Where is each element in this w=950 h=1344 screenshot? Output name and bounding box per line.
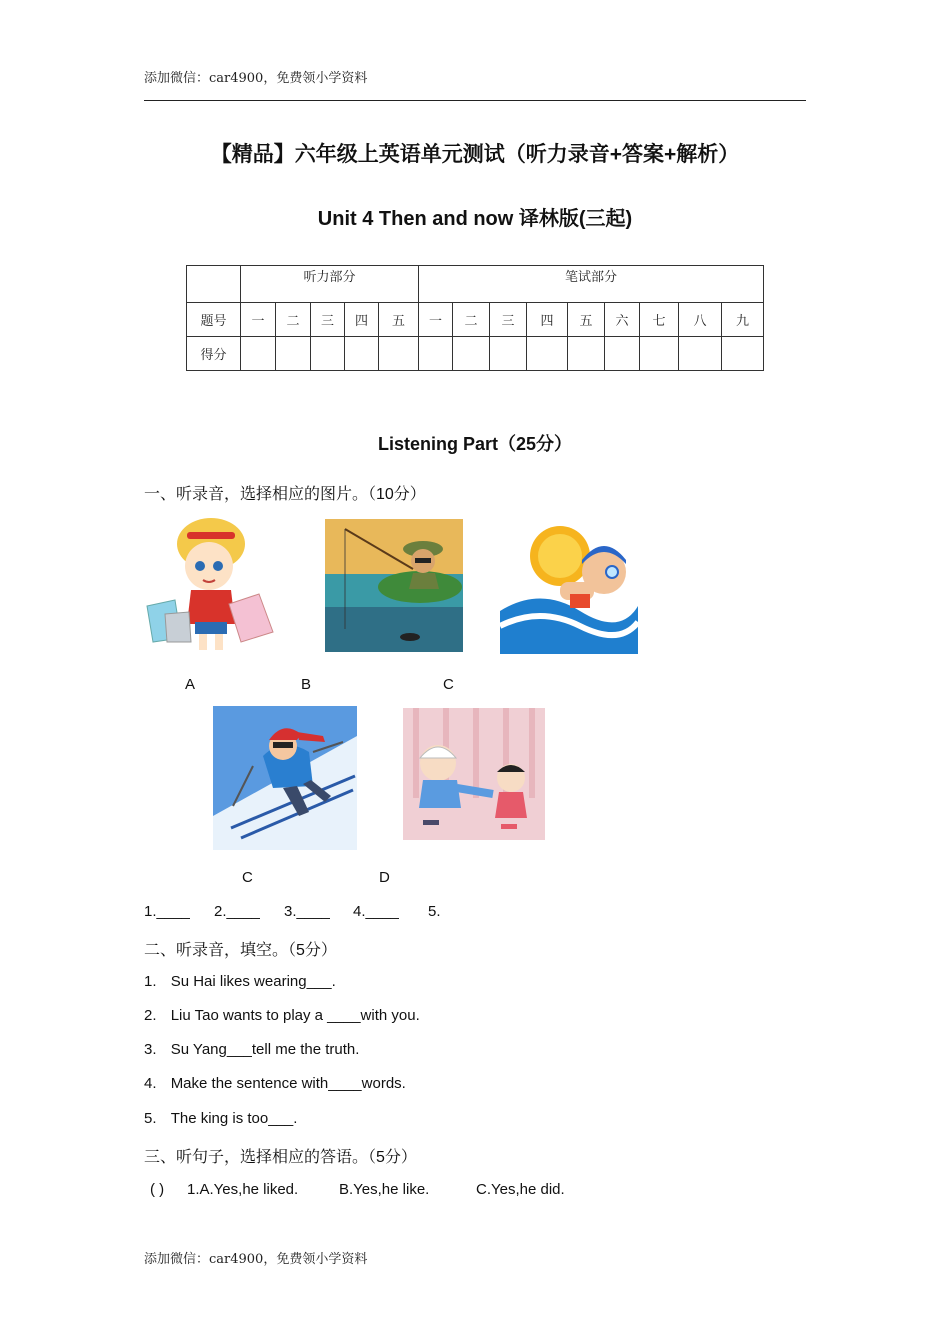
- score-cell[interactable]: [276, 337, 311, 371]
- written-header-cell: 笔试部分: [419, 266, 764, 303]
- picture-label-c2: C: [242, 869, 253, 886]
- score-cell[interactable]: [527, 337, 568, 371]
- row-label-score: 得分: [187, 337, 241, 371]
- footer-watermark: 添加微信：car4900，免费领小学资料: [144, 1252, 368, 1267]
- answer-blank[interactable]: 1.____: [144, 903, 190, 920]
- col-header: 五: [568, 303, 605, 337]
- answer-blank[interactable]: 3.____: [284, 903, 330, 920]
- choice-b: B.Yes,he like.: [339, 1181, 430, 1198]
- score-table: [186, 265, 764, 371]
- col-header: 六: [605, 303, 640, 337]
- col-header: 五: [379, 303, 419, 337]
- col-header: 二: [276, 303, 311, 337]
- score-cell[interactable]: [311, 337, 345, 371]
- fill-item: [144, 1075, 406, 1092]
- picture-b-fishing: [325, 519, 463, 652]
- row-label-number: 题号: [187, 303, 241, 337]
- score-cell[interactable]: [640, 337, 679, 371]
- col-header: 一: [419, 303, 453, 337]
- picture-label-a: A: [185, 676, 196, 693]
- section2-title: 二、听录音，填空。（5分）: [144, 942, 337, 959]
- choice-a: 1.A.Yes,he liked.: [187, 1181, 299, 1198]
- col-header: 三: [490, 303, 527, 337]
- score-cell[interactable]: [722, 337, 764, 371]
- score-cell[interactable]: [605, 337, 640, 371]
- picture-c-swimming: [500, 516, 638, 654]
- picture-label-b: B: [301, 676, 312, 693]
- page-subtitle: Unit 4 Then and now 译林版(三起): [317, 208, 633, 230]
- score-cell[interactable]: [345, 337, 379, 371]
- score-cell[interactable]: [419, 337, 453, 371]
- col-header: 一: [241, 303, 276, 337]
- score-cell[interactable]: [453, 337, 490, 371]
- item-number: 4.: [144, 1075, 157, 1092]
- answer-blank[interactable]: 5.: [428, 903, 441, 920]
- col-header: 七: [640, 303, 679, 337]
- picture-label-c: C: [443, 676, 454, 693]
- picture-label-d: D: [379, 869, 390, 886]
- section1-title: 一、听录音，选择相应的图片。（10分）: [144, 486, 426, 503]
- answer-blank[interactable]: 4.____: [353, 903, 399, 920]
- picture-c2-skiing: [213, 706, 357, 850]
- listening-header-cell: 听力部分: [241, 266, 419, 303]
- page-title: 【精品】六年级上英语单元测试（听力录音+答案+解析）: [210, 143, 740, 166]
- header-rule: [144, 100, 806, 101]
- item-text: Su Yang___tell me the truth.: [170, 1041, 360, 1058]
- item-number: 3.: [144, 1041, 157, 1058]
- picture-a-shopping-girl: [143, 514, 283, 654]
- score-cell[interactable]: [679, 337, 722, 371]
- col-header: 二: [453, 303, 490, 337]
- item-number: 1.: [144, 973, 157, 990]
- score-cell[interactable]: [490, 337, 527, 371]
- table-corner-cell: [187, 266, 241, 303]
- col-header: 三: [311, 303, 345, 337]
- col-header: 九: [722, 303, 764, 337]
- answer-bracket[interactable]: ( ): [150, 1181, 165, 1198]
- header-watermark: 添加微信：car4900，免费领小学资料: [144, 71, 368, 86]
- fill-item: [144, 1007, 420, 1024]
- score-cell[interactable]: [568, 337, 605, 371]
- fill-item: [144, 1110, 297, 1127]
- section3-title: 三、听句子，选择相应的答语。（5分）: [144, 1149, 417, 1166]
- score-cell[interactable]: [241, 337, 276, 371]
- item-text: Make the sentence with____words.: [170, 1075, 406, 1092]
- col-header: 四: [527, 303, 568, 337]
- col-header: 八: [679, 303, 722, 337]
- picture-d-skating: [403, 708, 545, 840]
- answer-blank[interactable]: 2.____: [214, 903, 260, 920]
- item-text: The king is too___.: [170, 1110, 298, 1127]
- listening-part-heading: Listening Part（25分）: [377, 434, 573, 454]
- item-number: 5.: [144, 1110, 157, 1127]
- fill-item: [144, 1041, 359, 1058]
- col-header: 四: [345, 303, 379, 337]
- score-cell[interactable]: [379, 337, 419, 371]
- fill-item: [144, 973, 336, 990]
- item-number: 2.: [144, 1007, 157, 1024]
- item-text: Liu Tao wants to play a ____with you.: [170, 1007, 420, 1024]
- choice-c: C.Yes,he did.: [476, 1181, 565, 1198]
- item-text: Su Hai likes wearing___.: [170, 973, 336, 990]
